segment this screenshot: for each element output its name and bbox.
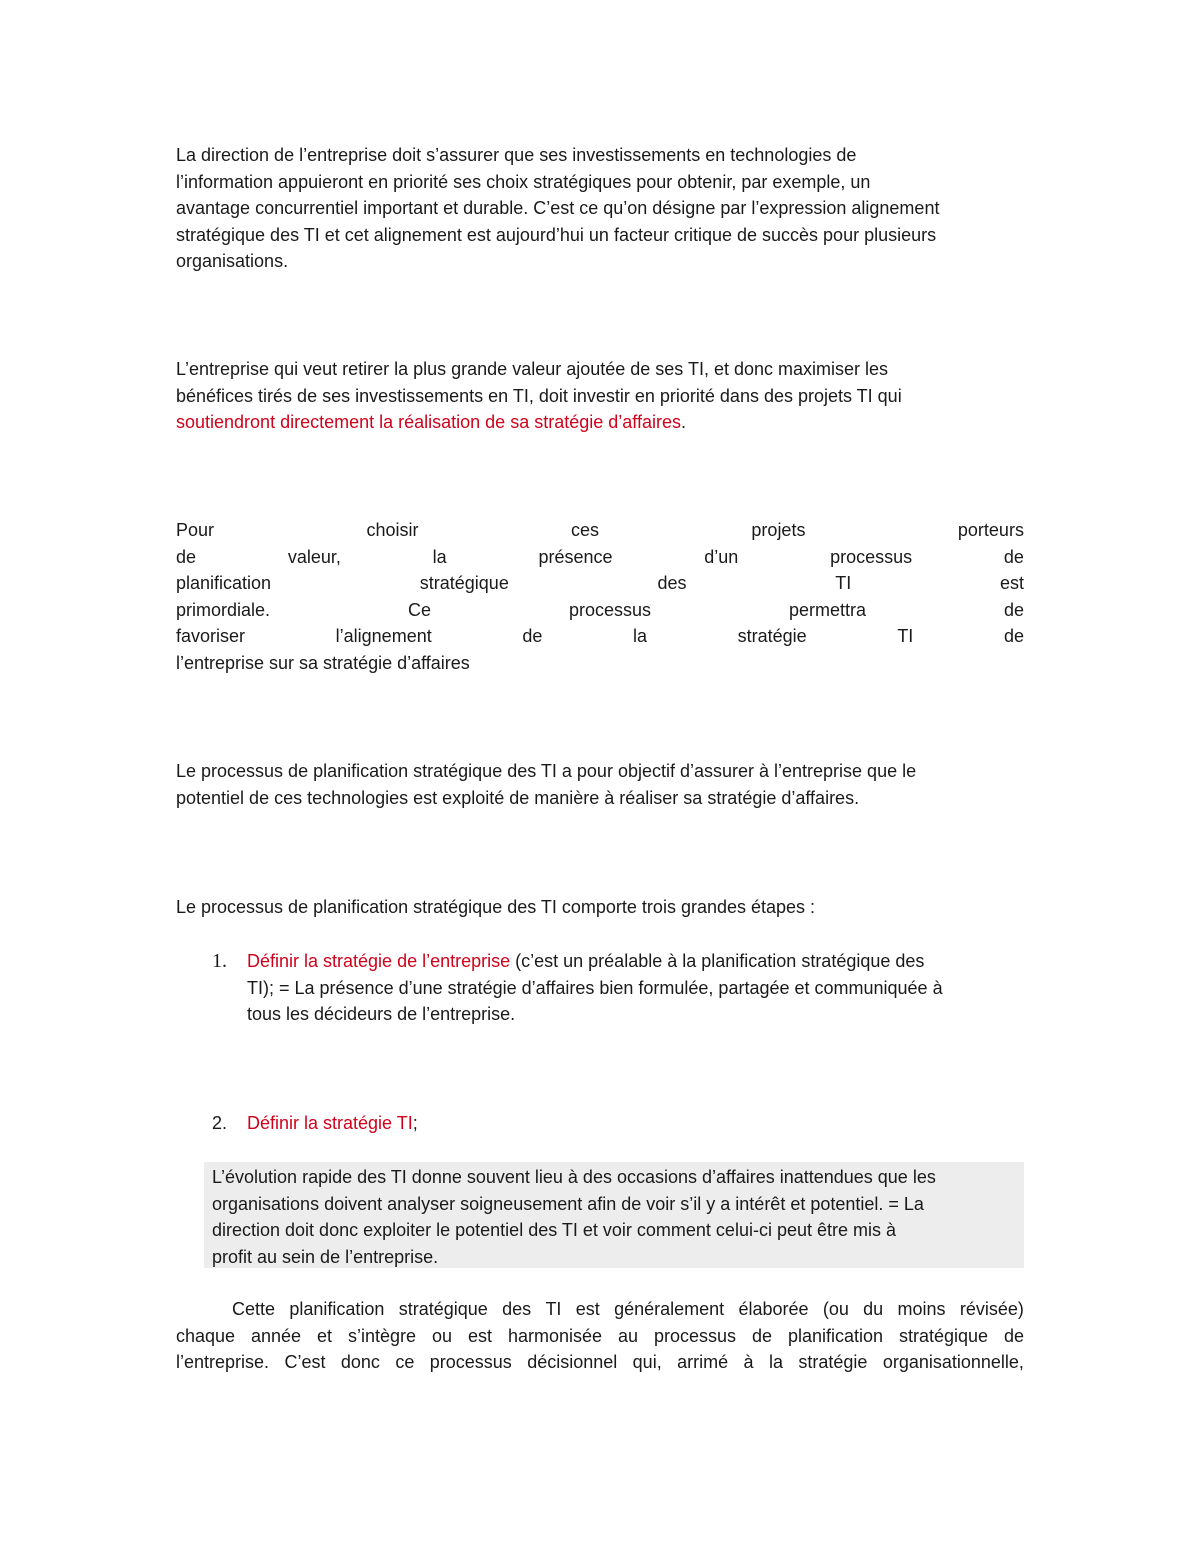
word: TI [545, 1299, 562, 1319]
text-line: stratégique des TI et cet alignement est aujourd’hui un facteur critique de succès pour plusieurs [176, 224, 937, 245]
word: chaque [176, 1325, 236, 1346]
justified-line [176, 517, 1024, 544]
word: planification [289, 1299, 385, 1319]
justified-line [176, 1323, 1024, 1350]
word: de [1003, 599, 1024, 620]
text-line: organisations. [176, 251, 289, 272]
word: valeur, [287, 546, 341, 567]
text-line [247, 948, 1027, 975]
paragraph-trois-etapes [176, 894, 1024, 921]
justified-line [176, 597, 1024, 624]
word: ces [570, 520, 599, 540]
paragraph-planification-annuelle [176, 1296, 1024, 1376]
word: à [743, 1352, 754, 1373]
word: de [751, 1325, 772, 1346]
text-line: l’information appuieront en priorité ses choix stratégiques pour obtenir, par exemple, un [176, 171, 871, 192]
word: processus [429, 1352, 512, 1373]
word: révisée) [959, 1299, 1024, 1319]
word: année [251, 1325, 302, 1346]
text-line: L’évolution rapide des TI donne souvent lieu à des occasions d’affaires inattendues que les [212, 1167, 936, 1187]
text-line: direction doit donc exploiter le potentiel des TI et voir comment celui-ci peut être mis à [212, 1220, 896, 1241]
paragraph-alignement [176, 142, 1024, 275]
paragraph-valeur-ajoutee [176, 356, 1024, 436]
paragraph-projets-porteurs [176, 517, 1024, 677]
word: organisationnelle, [882, 1352, 1024, 1373]
word: permettra [788, 599, 866, 620]
word: la [768, 1352, 783, 1373]
word: planification [176, 573, 272, 594]
highlighted-text: Définir la stratégie TI [247, 1113, 413, 1133]
word: (ou [822, 1299, 849, 1319]
word: stratégique [898, 1325, 989, 1346]
list-item-body [247, 1110, 1027, 1137]
word: du [863, 1299, 884, 1319]
word: projets [751, 520, 806, 540]
word: TI [835, 573, 852, 594]
text-line: avantage concurrentiel important et durable. C’est ce qu’on désigne par l’expression alignement [176, 198, 940, 219]
text-line: profit au sein de l’entreprise. [212, 1246, 439, 1267]
word: présence [538, 546, 613, 567]
text-line: Le processus de planification stratégique des TI comporte trois grandes étapes : [176, 897, 816, 917]
word: de [1003, 1325, 1024, 1346]
word: de [1003, 546, 1024, 567]
justified-line [176, 1349, 1024, 1376]
word: planification [787, 1325, 883, 1346]
word: des [502, 1299, 532, 1319]
period: . [680, 412, 686, 433]
word: d’un [704, 546, 739, 567]
text-line: tous les décideurs de l’entreprise. [247, 1004, 516, 1025]
text-line [176, 409, 1024, 436]
word: est [467, 1325, 492, 1346]
word: stratégique [398, 1299, 488, 1319]
word: et [317, 1325, 333, 1346]
word: choisir [366, 520, 419, 540]
word: de [522, 626, 543, 647]
word: stratégique [419, 573, 509, 594]
highlighted-text: Définir la stratégie de l’entreprise [247, 951, 511, 971]
word: est [575, 1299, 600, 1319]
word: qui, [632, 1352, 662, 1373]
word: la [432, 546, 447, 567]
text-line: La direction de l’entreprise doit s’assurer que ses investissements en technologies de [176, 145, 857, 165]
word: ou [432, 1325, 453, 1346]
word: favoriser [176, 626, 246, 647]
word: la [633, 626, 648, 647]
word: Pour [176, 520, 215, 540]
word: stratégie [798, 1352, 868, 1373]
word: décisionnel [527, 1352, 618, 1373]
text-line: organisations doivent analyser soigneusement afin de voir s’il y a intérêt et potentiel. = La [212, 1193, 924, 1214]
word: TI [897, 626, 914, 647]
justified-line [176, 570, 1024, 597]
list-number: 2. [212, 1113, 228, 1133]
text-span: ; [412, 1113, 418, 1133]
text-line: potentiel de ces technologies est exploité de manière à réaliser sa stratégie d’affaires. [176, 787, 860, 808]
word: l’alignement [335, 626, 432, 647]
word: élaborée [738, 1299, 809, 1319]
word: stratégie [737, 626, 807, 647]
text-line: l’entreprise sur sa stratégie d’affaires [176, 652, 470, 673]
text-line: bénéfices tirés de ses investissements en TI, doit investir en priorité dans des projets TI qui [176, 385, 902, 406]
word: ce [395, 1352, 415, 1373]
word: processus [830, 546, 913, 567]
text-line: TI); = La présence d’une stratégie d’affaires bien formulée, partagée et communiquée à [247, 977, 943, 998]
list-item-body [247, 948, 1027, 1028]
justified-line [176, 544, 1024, 571]
justified-line [176, 1296, 1024, 1323]
text-line: L’entreprise qui veut retirer la plus grande valeur ajoutée de ses TI, et donc maximiser les [176, 359, 889, 379]
text-line [247, 1110, 1027, 1137]
shaded-note-text [212, 1164, 1022, 1270]
word: processus [568, 599, 652, 620]
word: Cette [232, 1299, 276, 1319]
word: arrimé [677, 1352, 729, 1373]
word: primordiale. [176, 599, 271, 620]
paragraph-objectif [176, 758, 1024, 811]
text-span: (c’est un préalable à la planification stratégique des [510, 951, 925, 971]
word: de [1003, 626, 1024, 647]
word: donc [340, 1352, 380, 1373]
word: de [176, 546, 197, 567]
word: généralement [614, 1299, 725, 1319]
word: porteurs [957, 520, 1024, 540]
justified-line [176, 623, 1024, 650]
text-line: Le processus de planification stratégique des TI a pour objectif d’assurer à l’entreprise que le [176, 761, 917, 781]
list-number: 1. [212, 950, 227, 972]
word: au [617, 1325, 638, 1346]
word: est [999, 573, 1024, 594]
word: harmonisée [507, 1325, 603, 1346]
word: processus [653, 1325, 736, 1346]
word: s’intègre [348, 1325, 417, 1346]
word: des [657, 573, 687, 594]
word: Ce [408, 599, 432, 620]
word: moins [897, 1299, 946, 1319]
word: l’entreprise. [176, 1352, 270, 1373]
word: C’est [284, 1352, 326, 1373]
highlighted-text: soutiendront directement la réalisation de sa stratégie d’affaires [176, 412, 681, 433]
